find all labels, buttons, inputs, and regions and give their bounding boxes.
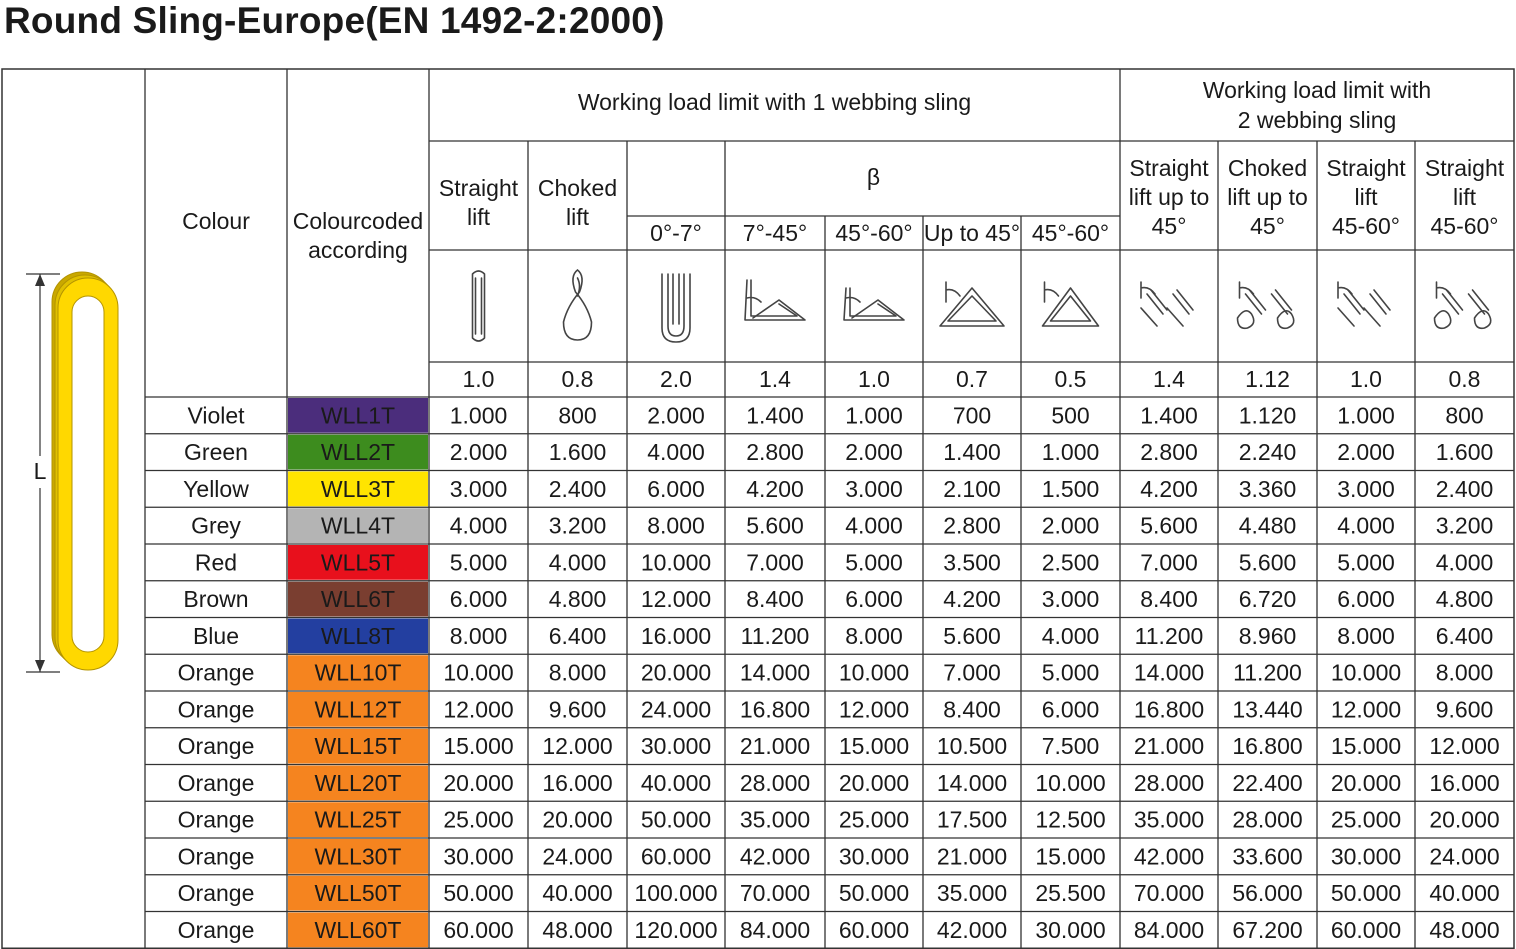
load-value: 20.000 bbox=[542, 806, 613, 833]
two-sling-column-header: lift bbox=[1354, 184, 1378, 210]
colour-name: Violet bbox=[187, 402, 245, 429]
load-value: 35.000 bbox=[739, 806, 811, 833]
load-value: 16.000 bbox=[1429, 769, 1500, 796]
load-value: 3.000 bbox=[845, 475, 903, 502]
wll-code: WLL4T bbox=[320, 512, 396, 539]
load-value: 25.000 bbox=[838, 806, 910, 833]
load-value: 120.000 bbox=[634, 916, 718, 943]
load-value: 1.400 bbox=[746, 402, 804, 429]
load-value: 60.000 bbox=[838, 916, 910, 943]
load-value: 30.000 bbox=[1035, 916, 1106, 943]
load-value: 8.000 bbox=[1337, 622, 1395, 649]
load-value: 4.000 bbox=[449, 512, 508, 539]
load-value: 2.400 bbox=[1435, 475, 1494, 502]
wll-code: WLL60T bbox=[314, 916, 402, 943]
load-value: 14.000 bbox=[739, 659, 811, 686]
load-factor: 0.7 bbox=[956, 366, 988, 392]
load-factor: 1.0 bbox=[1350, 366, 1382, 392]
load-value: 15.000 bbox=[443, 733, 514, 760]
colour-name: Grey bbox=[191, 512, 241, 539]
load-value: 16.800 bbox=[739, 696, 811, 723]
wll-code: WLL5T bbox=[320, 549, 396, 576]
load-value: 700 bbox=[952, 402, 992, 429]
two-sling-choked-45-icon bbox=[1238, 282, 1294, 328]
two-sling-column-header: Straight bbox=[1129, 155, 1209, 181]
load-value: 50.000 bbox=[640, 806, 712, 833]
load-value: 15.000 bbox=[838, 733, 910, 760]
load-value: 60.000 bbox=[1330, 916, 1402, 943]
colour-name: Orange bbox=[177, 916, 255, 943]
load-value: 1.000 bbox=[1337, 402, 1395, 429]
load-value: 50.000 bbox=[838, 880, 910, 907]
load-value: 50.000 bbox=[443, 880, 514, 907]
load-factor: 1.4 bbox=[1153, 366, 1185, 392]
wll-code: WLL50T bbox=[314, 880, 402, 907]
load-value: 5.000 bbox=[1041, 659, 1100, 686]
two-sling-column-header: Straight bbox=[1326, 155, 1406, 181]
load-value: 100.000 bbox=[634, 880, 718, 907]
colour-name: Red bbox=[194, 549, 238, 576]
load-value: 1.400 bbox=[943, 439, 1001, 466]
load-value: 4.000 bbox=[1041, 622, 1100, 649]
load-factor: 1.0 bbox=[858, 366, 890, 392]
load-value: 16.000 bbox=[542, 769, 613, 796]
load-factor: 0.8 bbox=[1448, 366, 1481, 392]
load-value: 3.200 bbox=[1435, 512, 1494, 539]
load-value: 35.000 bbox=[936, 880, 1008, 907]
load-value: 70.000 bbox=[739, 880, 811, 907]
load-value: 7.500 bbox=[1041, 733, 1100, 760]
load-value: 8.000 bbox=[647, 512, 705, 539]
load-value: 3.000 bbox=[1337, 475, 1395, 502]
load-value: 48.000 bbox=[1429, 916, 1500, 943]
load-value: 28.000 bbox=[739, 769, 811, 796]
load-value: 20.000 bbox=[640, 659, 712, 686]
colour-name: Orange bbox=[177, 733, 255, 760]
load-value: 25.000 bbox=[1330, 806, 1402, 833]
load-value: 3.200 bbox=[548, 512, 607, 539]
load-value: 70.000 bbox=[1133, 880, 1205, 907]
colour-name: Orange bbox=[177, 696, 255, 723]
load-value: 8.400 bbox=[746, 586, 804, 613]
group-header-1-sling: Working load limit with 1 webbing sling bbox=[577, 89, 972, 115]
load-value: 4.200 bbox=[746, 475, 804, 502]
choked-lift-icon bbox=[564, 270, 592, 340]
load-value: 6.000 bbox=[449, 586, 508, 613]
load-factor: 2.0 bbox=[660, 366, 692, 392]
load-value: 1.600 bbox=[548, 439, 607, 466]
wll-code: WLL1T bbox=[320, 402, 396, 429]
load-value: 10.000 bbox=[1035, 769, 1106, 796]
group-header-2-sling: 2 webbing sling bbox=[1237, 107, 1397, 133]
load-value: 8.400 bbox=[943, 696, 1001, 723]
choked-lift-header: Choked bbox=[537, 175, 618, 201]
load-value: 13.440 bbox=[1232, 696, 1303, 723]
load-value: 7.000 bbox=[746, 549, 804, 576]
load-value: 6.000 bbox=[845, 586, 903, 613]
load-value: 2.000 bbox=[1337, 439, 1395, 466]
load-value: 35.000 bbox=[1133, 806, 1205, 833]
load-value: 42.000 bbox=[1133, 843, 1205, 870]
dimension-arrow bbox=[35, 274, 45, 286]
load-value: 21.000 bbox=[1133, 733, 1205, 760]
colour-name: Brown bbox=[183, 586, 249, 613]
load-value: 800 bbox=[558, 402, 597, 429]
load-value: 12.000 bbox=[443, 696, 514, 723]
load-value: 9.600 bbox=[1435, 696, 1494, 723]
load-value: 5.000 bbox=[845, 549, 903, 576]
load-value: 6.000 bbox=[1337, 586, 1395, 613]
load-value: 21.000 bbox=[936, 843, 1008, 870]
load-value: 10.000 bbox=[838, 659, 910, 686]
group-header-2-sling: Working load limit with bbox=[1202, 77, 1432, 103]
load-value: 2.400 bbox=[548, 475, 607, 502]
load-factor: 0.5 bbox=[1054, 366, 1087, 392]
load-value: 2.000 bbox=[647, 402, 705, 429]
load-value: 84.000 bbox=[1133, 916, 1205, 943]
load-value: 50.000 bbox=[1330, 880, 1402, 907]
load-value: 8.000 bbox=[449, 622, 508, 649]
two-sling-straight-45-icon bbox=[1141, 282, 1193, 326]
wll-code: WLL12T bbox=[314, 696, 402, 723]
wll-code: WLL30T bbox=[314, 843, 402, 870]
load-value: 24.000 bbox=[1429, 843, 1500, 870]
straight-lift-header: Straight bbox=[438, 175, 519, 201]
load-value: 4.000 bbox=[548, 549, 607, 576]
load-value: 12.000 bbox=[838, 696, 910, 723]
load-value: 6.000 bbox=[1041, 696, 1100, 723]
load-value: 800 bbox=[1445, 402, 1484, 429]
load-value: 12.000 bbox=[640, 586, 712, 613]
straight-lift-header: lift bbox=[467, 204, 490, 230]
colour-name: Yellow bbox=[183, 475, 249, 502]
load-value: 30.000 bbox=[1330, 843, 1402, 870]
load-value: 15.000 bbox=[1330, 733, 1402, 760]
load-value: 2.800 bbox=[943, 512, 1001, 539]
wll-code: WLL2T bbox=[320, 439, 396, 466]
load-value: 28.000 bbox=[1232, 806, 1303, 833]
load-value: 5.600 bbox=[1238, 549, 1297, 576]
load-value: 12.000 bbox=[1429, 733, 1500, 760]
load-value: 30.000 bbox=[443, 843, 514, 870]
two-sling-column-header: Straight bbox=[1424, 155, 1505, 181]
load-value: 1.000 bbox=[1041, 439, 1100, 466]
load-factor: 0.8 bbox=[561, 366, 594, 392]
load-value: 4.000 bbox=[1435, 549, 1494, 576]
angle-header: 7°-45° bbox=[742, 220, 808, 246]
load-value: 7.000 bbox=[943, 659, 1001, 686]
load-value: 42.000 bbox=[936, 916, 1008, 943]
load-value: 1.000 bbox=[449, 402, 508, 429]
wll-code: WLL15T bbox=[314, 733, 402, 760]
load-value: 12.500 bbox=[1035, 806, 1106, 833]
choked-lift-header: lift bbox=[566, 204, 589, 230]
load-value: 10.500 bbox=[936, 733, 1008, 760]
two-sling-column-header: lift bbox=[1453, 184, 1476, 210]
load-value: 33.600 bbox=[1232, 843, 1303, 870]
load-value: 4.800 bbox=[1435, 586, 1494, 613]
load-value: 12.000 bbox=[542, 733, 613, 760]
wll-code: WLL10T bbox=[314, 659, 402, 686]
colour-name: Orange bbox=[177, 880, 255, 907]
two-sling-column-header: lift up to bbox=[1227, 184, 1308, 210]
load-value: 2.240 bbox=[1238, 439, 1297, 466]
load-value: 4.480 bbox=[1238, 512, 1297, 539]
load-value: 40.000 bbox=[640, 769, 712, 796]
load-value: 3.500 bbox=[943, 549, 1001, 576]
load-value: 1.500 bbox=[1041, 475, 1100, 502]
load-value: 22.400 bbox=[1232, 769, 1303, 796]
load-value: 42.000 bbox=[739, 843, 811, 870]
load-value: 3.360 bbox=[1238, 475, 1297, 502]
load-value: 20.000 bbox=[443, 769, 514, 796]
load-value: 1.600 bbox=[1435, 439, 1494, 466]
load-value: 1.000 bbox=[845, 402, 903, 429]
colourcoded-header: Colourcoded bbox=[292, 208, 424, 234]
load-value: 6.720 bbox=[1238, 586, 1297, 613]
angle-header: Up to 45° bbox=[923, 220, 1021, 246]
load-table-graphic bbox=[0, 68, 1516, 949]
load-value: 28.000 bbox=[1133, 769, 1205, 796]
triangle-45-60-icon bbox=[1043, 282, 1099, 326]
load-value: 60.000 bbox=[443, 916, 514, 943]
load-value: 30.000 bbox=[640, 733, 712, 760]
angle-header: 45°-60° bbox=[835, 220, 913, 246]
two-sling-column-header: 45° bbox=[1250, 213, 1285, 239]
dimension-arrow bbox=[35, 660, 45, 672]
load-value: 10.000 bbox=[640, 549, 712, 576]
two-sling-choked-45-60-icon bbox=[1435, 282, 1491, 328]
load-value: 8.400 bbox=[1140, 586, 1198, 613]
basket-45-60-icon bbox=[844, 288, 904, 320]
load-value: 2.800 bbox=[1140, 439, 1198, 466]
load-value: 14.000 bbox=[936, 769, 1008, 796]
load-value: 14.000 bbox=[1133, 659, 1205, 686]
load-value: 60.000 bbox=[640, 843, 712, 870]
length-label: L bbox=[33, 458, 47, 484]
load-value: 5.600 bbox=[1140, 512, 1198, 539]
load-value: 20.000 bbox=[1429, 806, 1500, 833]
load-value: 48.000 bbox=[542, 916, 613, 943]
two-sling-column-header: 45-60° bbox=[1331, 213, 1401, 239]
load-value: 8.000 bbox=[548, 659, 607, 686]
load-value: 25.000 bbox=[443, 806, 514, 833]
load-value: 4.800 bbox=[548, 586, 607, 613]
straight-lift-icon bbox=[473, 271, 485, 341]
load-value: 56.000 bbox=[1232, 880, 1303, 907]
load-factor: 1.4 bbox=[759, 366, 791, 392]
load-value: 1.400 bbox=[1140, 402, 1198, 429]
colour-name: Blue bbox=[192, 622, 240, 649]
angle-header: 45°-60° bbox=[1031, 220, 1110, 246]
load-value: 9.600 bbox=[548, 696, 607, 723]
beta-header: β bbox=[866, 164, 881, 190]
load-value: 1.120 bbox=[1238, 402, 1297, 429]
load-value: 5.000 bbox=[449, 549, 508, 576]
two-sling-column-header: Choked bbox=[1227, 155, 1308, 181]
load-value: 6.400 bbox=[548, 622, 607, 649]
wll-code: WLL3T bbox=[320, 475, 396, 502]
colour-name: Green bbox=[184, 439, 248, 466]
sling-table bbox=[0, 68, 1516, 949]
load-value: 16.800 bbox=[1133, 696, 1205, 723]
load-value: 17.500 bbox=[936, 806, 1008, 833]
load-value: 2.000 bbox=[449, 439, 508, 466]
load-value: 4.200 bbox=[1140, 475, 1198, 502]
load-factor: 1.12 bbox=[1245, 366, 1290, 392]
load-value: 5.600 bbox=[746, 512, 804, 539]
load-value: 24.000 bbox=[640, 696, 712, 723]
two-sling-straight-45-60-icon bbox=[1338, 282, 1390, 326]
angle-header: 0°-7° bbox=[650, 220, 702, 246]
load-value: 8.960 bbox=[1238, 622, 1297, 649]
load-value: 40.000 bbox=[1429, 880, 1500, 907]
colour-name: Orange bbox=[177, 769, 255, 796]
load-value: 8.000 bbox=[1435, 659, 1494, 686]
load-value: 15.000 bbox=[1035, 843, 1106, 870]
load-value: 5.000 bbox=[1337, 549, 1395, 576]
round-sling-diagram bbox=[52, 272, 118, 670]
colour-name: Orange bbox=[177, 806, 255, 833]
colour-name: Orange bbox=[177, 659, 255, 686]
load-factor: 1.0 bbox=[462, 366, 495, 392]
two-sling-column-header: 45-60° bbox=[1430, 213, 1499, 239]
load-value: 11.200 bbox=[740, 622, 810, 649]
triangle-up-to-45-icon bbox=[940, 282, 1004, 326]
load-value: 6.000 bbox=[647, 475, 705, 502]
colourcoded-header: according bbox=[308, 237, 408, 263]
load-value: 24.000 bbox=[542, 843, 613, 870]
load-value: 30.000 bbox=[838, 843, 910, 870]
basket-7-45-icon bbox=[745, 280, 805, 320]
load-value: 4.000 bbox=[1337, 512, 1395, 539]
load-value: 25.500 bbox=[1035, 880, 1106, 907]
load-value: 20.000 bbox=[1330, 769, 1402, 796]
load-value: 67.200 bbox=[1232, 916, 1303, 943]
load-value: 40.000 bbox=[542, 880, 613, 907]
load-value: 84.000 bbox=[739, 916, 811, 943]
two-sling-column-header: 45° bbox=[1151, 213, 1187, 239]
load-value: 2.800 bbox=[746, 439, 804, 466]
wll-code: WLL25T bbox=[314, 806, 402, 833]
load-value: 2.000 bbox=[1041, 512, 1100, 539]
wll-code: WLL20T bbox=[314, 769, 402, 796]
load-value: 11.200 bbox=[1134, 622, 1204, 649]
load-value: 3.000 bbox=[1041, 586, 1100, 613]
load-value: 10.000 bbox=[443, 659, 514, 686]
load-value: 2.100 bbox=[943, 475, 1001, 502]
colour-header: Colour bbox=[182, 208, 250, 234]
load-value: 16.800 bbox=[1232, 733, 1303, 760]
load-value: 2.500 bbox=[1041, 549, 1100, 576]
load-value: 4.200 bbox=[943, 586, 1001, 613]
load-value: 3.000 bbox=[449, 475, 508, 502]
load-value: 20.000 bbox=[838, 769, 910, 796]
load-value: 12.000 bbox=[1330, 696, 1402, 723]
load-value: 2.000 bbox=[845, 439, 903, 466]
load-value: 4.000 bbox=[845, 512, 903, 539]
sling-opening bbox=[72, 296, 104, 652]
load-value: 4.000 bbox=[647, 439, 705, 466]
load-value: 7.000 bbox=[1140, 549, 1198, 576]
colour-name: Orange bbox=[177, 843, 255, 870]
load-value: 6.400 bbox=[1435, 622, 1494, 649]
load-value: 21.000 bbox=[739, 733, 811, 760]
two-sling-column-header: lift up to bbox=[1128, 184, 1210, 210]
load-value: 8.000 bbox=[845, 622, 903, 649]
load-value: 5.600 bbox=[943, 622, 1001, 649]
load-value: 500 bbox=[1051, 402, 1090, 429]
load-value: 10.000 bbox=[1330, 659, 1402, 686]
wll-code: WLL8T bbox=[320, 622, 396, 649]
page-title: Round Sling-Europe(EN 1492-2:2000) bbox=[4, 0, 665, 41]
load-value: 16.000 bbox=[640, 622, 712, 649]
wll-code: WLL6T bbox=[320, 586, 396, 613]
basket-0-7-icon bbox=[662, 274, 690, 342]
load-value: 11.200 bbox=[1233, 659, 1302, 686]
